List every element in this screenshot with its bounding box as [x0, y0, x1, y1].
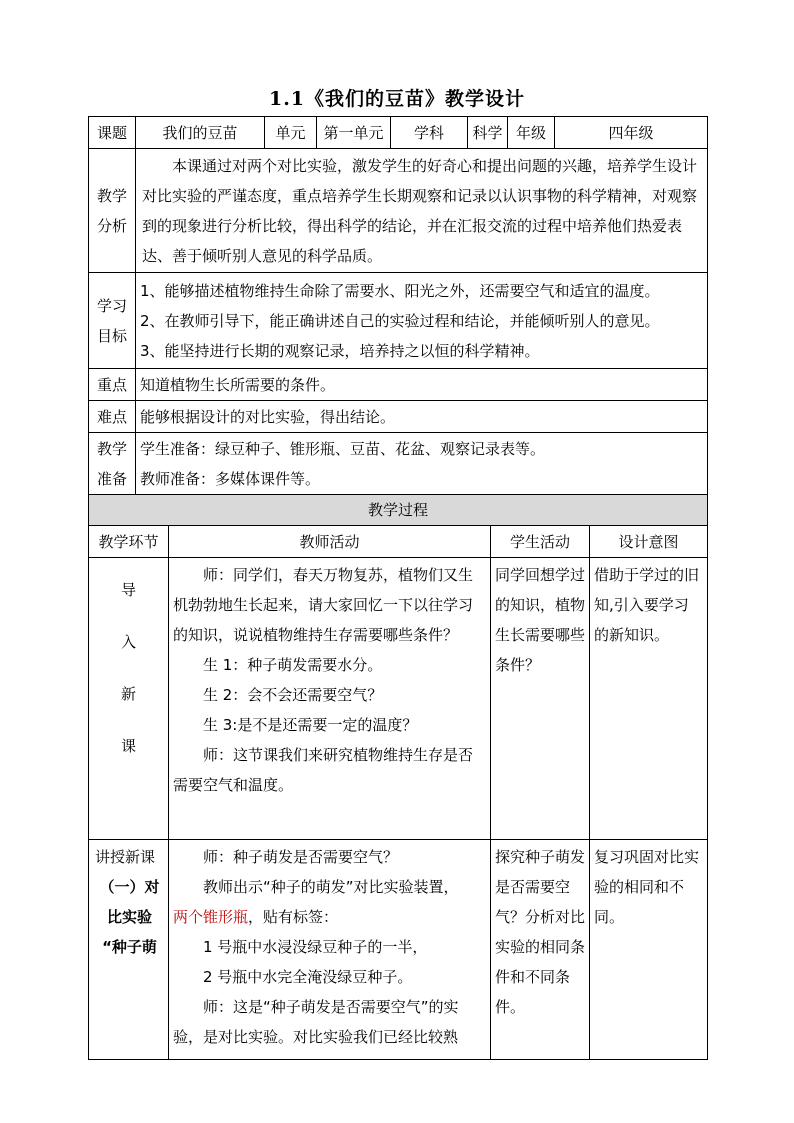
- highlight-two-flasks: 两个锥形瓶: [173, 908, 249, 926]
- lesson-design-intent: 复习巩固对比实验的相同和不同。: [590, 840, 708, 1060]
- topic-label: 课题: [89, 117, 136, 149]
- teaching-process-table: [88, 494, 708, 1060]
- goal-item: 1、能够描述植物维持生命除了需要水、阳光之外，还需要空气和适宜的温度。: [140, 281, 660, 300]
- unit-label: 单元: [265, 117, 317, 149]
- goal-item: 2、在教师引导下，能正确讲述自己的实验过程和结论，并能倾听别人的意见。: [140, 311, 660, 330]
- lesson-teacher-activity: 师：种子萌发是否需要空气？ 教师出示“种子的萌发”对比实验装置， 两个锥形瓶，贴有标签： 1 号瓶中水浸没绿豆种子的一半， 2 号瓶中水完全淹没绿豆种子。 师：这是“种子萌发是否需要空气”的实验，是对比实验。对比实验我们已经比较熟: [169, 840, 491, 1060]
- key-point-label: 重点: [89, 369, 136, 401]
- lesson-info-table: [88, 116, 708, 495]
- goal-item: 3、能坚持进行长期的观察记录，培养持之以恒的科学精神。: [140, 341, 540, 360]
- col-student-header: 学生活动: [491, 526, 590, 558]
- intro-student-activity: 同学回想学过的知识，植物生长需要哪些条件？: [491, 558, 590, 840]
- prep-text: [136, 433, 708, 495]
- teacher-prep: 教师准备：多媒体课件等。: [140, 469, 321, 488]
- analysis-label: 教学 分析: [89, 149, 136, 273]
- col-stage-header: 教学环节: [89, 526, 169, 558]
- document-title: 1.1《我们的豆苗》教学设计: [268, 88, 526, 110]
- col-teacher-header: 教师活动: [169, 526, 491, 558]
- key-point-text: 知道植物生长所需要的条件。: [136, 369, 708, 401]
- grade-label: 年级: [508, 117, 555, 149]
- col-design-header: 设计意图: [590, 526, 708, 558]
- intro-stage: 导 入 新 课: [89, 558, 169, 840]
- prep-label: 教学 准备: [89, 433, 136, 495]
- unit-value: 第一单元: [317, 117, 391, 149]
- intro-teacher-activity: 师：同学们，春天万物复苏，植物们又生机勃勃地生长起来，请大家回忆一下以往学习的知识，说说植物维持生存需要哪些条件？ 生 1：种子萌发需要水分。 生 2：会不会还需要空气？ 生 3:是不是还需要一定的温度？ 师：这节课我们来研究植物维持生存是否需要空气和温度。: [169, 558, 491, 840]
- subject-label: 学科: [391, 117, 468, 149]
- student-prep: 学生准备：绿豆种子、锥形瓶、豆苗、花盆、观察记录表等。: [140, 439, 546, 458]
- goals-list: [136, 273, 708, 369]
- topic-value: 我们的豆苗: [136, 117, 265, 149]
- subject-value: 科学: [468, 117, 508, 149]
- lesson-stage: 讲授新课 （一）对 比实验 “种子萌: [89, 840, 169, 1060]
- intro-design-intent: 借助于学过的旧知,引入要学习的新知识。: [590, 558, 708, 840]
- difficulty-text: 能够根据设计的对比实验，得出结论。: [136, 401, 708, 433]
- goals-label: 学习 目标: [89, 273, 136, 369]
- process-heading: 教学过程: [89, 495, 708, 526]
- analysis-text: 本课通过对两个对比实验，激发学生的好奇心和提出问题的兴趣，培养学生设计对比实验的严谨态度，重点培养学生长期观察和记录以认识事物的科学精神，对观察到的现象进行分析比较，得出科学的结论，并在汇报交流的过程中培养他们热爱表达、善于倾听别人意见的科学品质。: [136, 149, 708, 273]
- lesson-student-activity: 探究种子萌发是否需要空气？分析对比实验的相同条件和不同条件。: [491, 840, 590, 1060]
- grade-value: 四年级: [555, 117, 708, 149]
- difficulty-label: 难点: [89, 401, 136, 433]
